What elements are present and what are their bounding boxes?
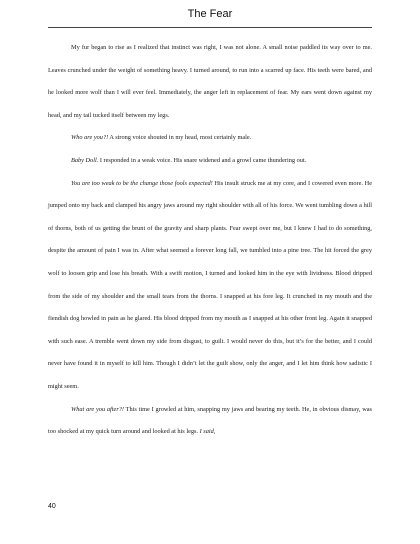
- paragraph: [48, 37, 372, 127]
- paragraph: [48, 127, 372, 150]
- page-number: 40: [48, 503, 56, 510]
- paragraph-text: This time I growled at him, snapping my jaws and bearing my teeth. He, in obvious dismay, was too shocked at my quick turn around and looked at his legs.: [48, 405, 372, 436]
- paragraph-text: A strong voice shouted in my head, most certainly male.: [108, 134, 252, 142]
- running-header: The Fear: [187, 8, 233, 20]
- telepathic-dialogue: Baby Doll.: [71, 156, 99, 164]
- header-rule: [48, 27, 372, 28]
- paragraph: [48, 173, 372, 399]
- telepathic-dialogue: Who are you?!: [71, 134, 109, 142]
- paragraph: [48, 150, 372, 173]
- paragraph: [48, 399, 372, 444]
- telepathic-dialogue: You are too weak to be the change those fools expected!: [71, 179, 213, 187]
- paragraph-text: I responded in a weak voice. His snare widened and a growl came thundering out.: [98, 156, 307, 164]
- telepathic-dialogue: What are you after?!: [71, 405, 125, 413]
- body-text: [48, 37, 372, 444]
- paragraph-text: My fur began to rise as I realized that instinct was right, I was not alone. A small noise paddled its way over to me. Leaves crunched under the weight of something heavy. I turned around, to run into a scarred up face. His teeth were bared, and he looked more wolf than I will ever feel. Immediately, the anger left in replacement of fear. My ears went down against my head, and my tail tucked itself between my legs.: [48, 44, 372, 119]
- telepathic-dialogue: I said,: [199, 428, 216, 436]
- paragraph-text: His insult struck me at my core, and I cowered even more. He jumped onto my back and clamped his angry jaws around my right shoulder with all of his force. We went tumbling down a hill of thorns, both of us getting the brunt of the gravity and sharp plants. Fear swept over me, but I knew I had to do something, despite the amount of pain I was in. After what seemed a forever long fall, we tumbled into a pine tree. The hit forced the grey wolf to loosen grip and lose his breath. With a swift motion, I turned and looked him in the eye with lividness. Blood dripped from the side of my shoulder and the small tears from the thorns. I snapped at his fore leg. It crunched in my mouth and the fiendish dog howled in pain as he glared. His blood dripped from my mouth as I snapped at his other front leg. Again it snapped with such ease. A tremble went down my side from disgust, to guilt. I would never do this, but it’s for the better, and I could never have found it in myself to kill him. Though I didn’t let the guilt show, only the anger, and I let him think how sadistic I might seem.: [48, 179, 373, 390]
